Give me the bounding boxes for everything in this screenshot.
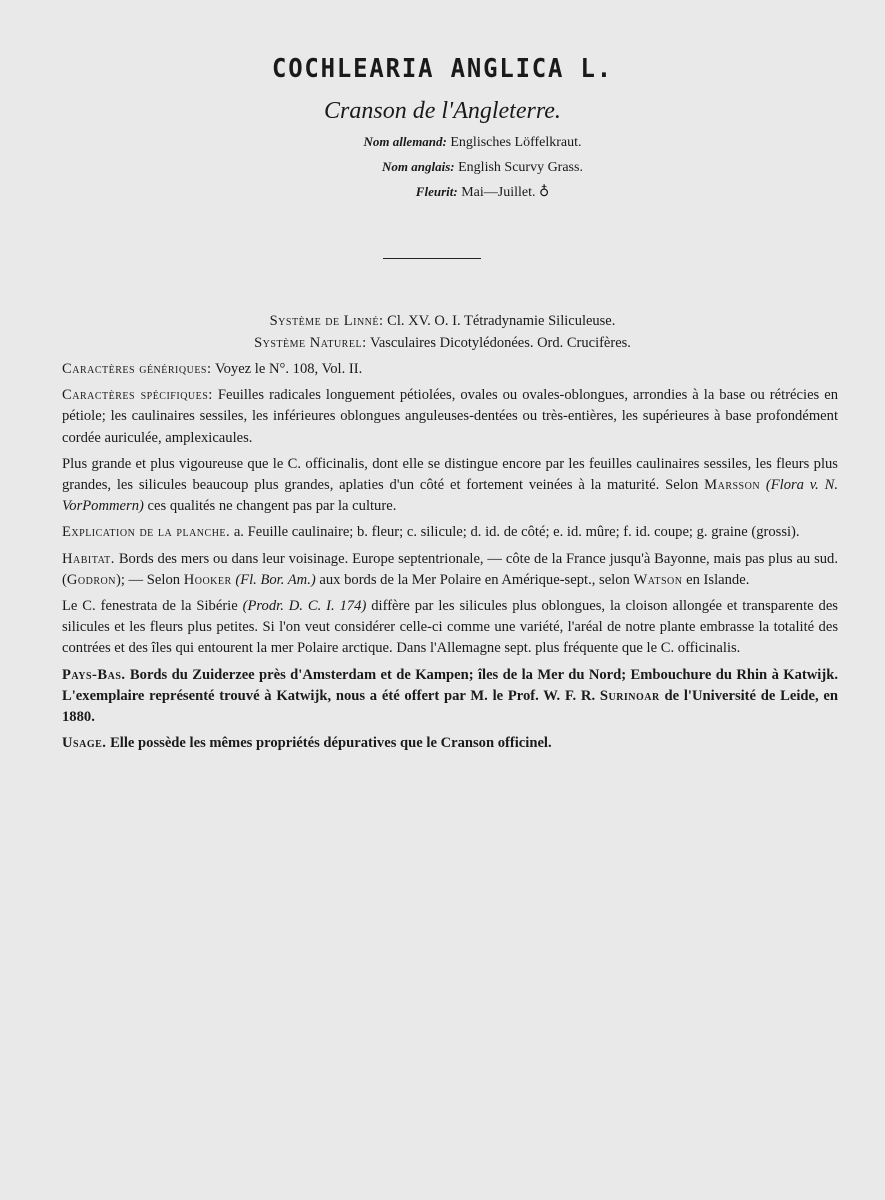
comparison-text-a: Plus grande et plus vigoureuse que le C. officinalis, dont elle se distingue encore par les feuilles caulinaires sessiles, les fleurs plus grandes, les silicules beaucoup plus grandes, aplaties d'un côté et fortement veinées à la maturité. Selon — [62, 455, 838, 494]
fenestrata-text-b: diffère par les silicules plus oblongues, la cloison allongée et transparente des silicules et les fleurs plus petites. Si l'on veut considérer celle-ci comme une variété, l'aréal de notre plante embrasse la totalité des contrées et des îles qui entourent la mer Polaire arctique. Dans l'Allemagne sept. plus fréquente que le C. officinalis. — [62, 598, 838, 657]
fenestrata-reference: (Prodr. D. C. I. 174) — [242, 598, 367, 615]
netherlands-text-b: de l'Université de Leide, en 1880. — [62, 687, 838, 726]
english-name-label: Nom anglais: — [382, 159, 455, 174]
specific-characters-value: Feuilles radicales longuement pétiolées, ovales ou ovales-oblongues, arrondies à la base ou rétrécies en pétiole; les caulinaires sessiles, les inférieures oblongues anguleuses-dentées ou très-entières, les supérieures à base profondément cordée auriculée, amplexicaules. — [62, 387, 838, 446]
flowering-line — [40, 184, 885, 201]
english-name-value: English Scurvy Grass. — [458, 160, 583, 175]
specific-characters-paragraph — [62, 385, 838, 449]
natural-system-value: Vasculaires Dicotylédonées. Ord. Crucifères. — [369, 335, 631, 351]
fenestrata-text-a: Le C. fenestrata de la Sibérie — [62, 598, 243, 615]
marsson-reference: (Flora v. N. VorPommern) — [62, 477, 839, 515]
habitat-text-b: ); — Selon — [115, 571, 184, 588]
habitat-label: Habitat. — [62, 550, 115, 567]
plate-explanation-label: Explication de la planche. — [62, 524, 231, 541]
author-watson: Watson — [633, 571, 683, 588]
german-name-label: Nom allemand: — [363, 134, 447, 149]
hooker-reference: (Fl. Bor. Am.) — [235, 571, 316, 588]
usage-paragraph — [62, 733, 838, 754]
page-subtitle: Cranson de l'Angleterre. — [324, 98, 561, 124]
generic-characters-label: Caractères génériques: — [62, 361, 212, 377]
habitat-paragraph — [62, 549, 838, 591]
habitat-text-a: Bords des mers ou dans leur voisinage. Europe septentrionale, — côte de la France jusqu'à Bayonne, mais pas plus au sud. ( — [62, 550, 838, 588]
plate-explanation-value: a. Feuille caulinaire; b. fleur; c. silicule; d. id. de côté; e. id. mûre; f. id. coupe; g. graine (grossi). — [233, 524, 800, 541]
german-name-line — [30, 134, 885, 151]
generic-characters-value: Voyez le N°. 108, Vol. II. — [214, 361, 363, 377]
usage-label: Usage. — [62, 735, 107, 752]
description-body — [62, 359, 838, 759]
generic-characters-paragraph — [62, 359, 838, 380]
author-godron: Godron — [66, 571, 116, 588]
flowering-label: Fleurit: — [415, 184, 458, 199]
netherlands-paragraph — [62, 665, 838, 729]
linne-system-line — [0, 313, 885, 330]
author-marsson: Marsson — [704, 477, 761, 494]
usage-value: Elle possède les mêmes propriétés dépuratives que le Cranson officinel. — [110, 735, 552, 752]
specific-characters-label: Caractères spécifiques: — [62, 387, 213, 404]
page-title: COCHLEARIA ANGLICA L. — [271, 54, 614, 84]
comparison-text-b: ces qualités ne changent pas par la culture. — [143, 498, 397, 515]
natural-system-line — [0, 335, 885, 352]
habitat-text-d: en Islande. — [682, 571, 750, 588]
flowering-value: Mai—Juillet. ♁ — [461, 185, 550, 200]
german-name-value: Englisches Löffelkraut. — [450, 135, 582, 150]
english-name-line — [40, 159, 885, 176]
netherlands-text-a: Bords du Zuiderzee près d'Amsterdam et de Kampen; îles de la Mer du Nord; Embouchure du Rhin à Katwijk. L'exemplaire représenté trouvé à Katwijk, nous a été offert par M. le Prof. W. F. R. — [62, 666, 838, 704]
habitat-text-c: aux bords de la Mer Polaire en Amérique-sept., selon — [315, 571, 634, 588]
author-surinoar: Surinoar — [599, 687, 660, 704]
linne-system-value: Cl. XV. O. I. Tétradynamie Siliculeuse. — [387, 313, 616, 329]
linne-system-label: Système de Linné: — [269, 313, 384, 329]
netherlands-label: Pays-Bas. — [62, 666, 126, 683]
natural-system-label: Système Naturel: — [254, 335, 367, 351]
divider-rule — [383, 258, 481, 259]
author-hooker: Hooker — [183, 571, 232, 588]
plate-explanation-paragraph — [62, 522, 838, 543]
comparison-paragraph — [62, 454, 838, 518]
fenestrata-paragraph — [62, 596, 838, 660]
